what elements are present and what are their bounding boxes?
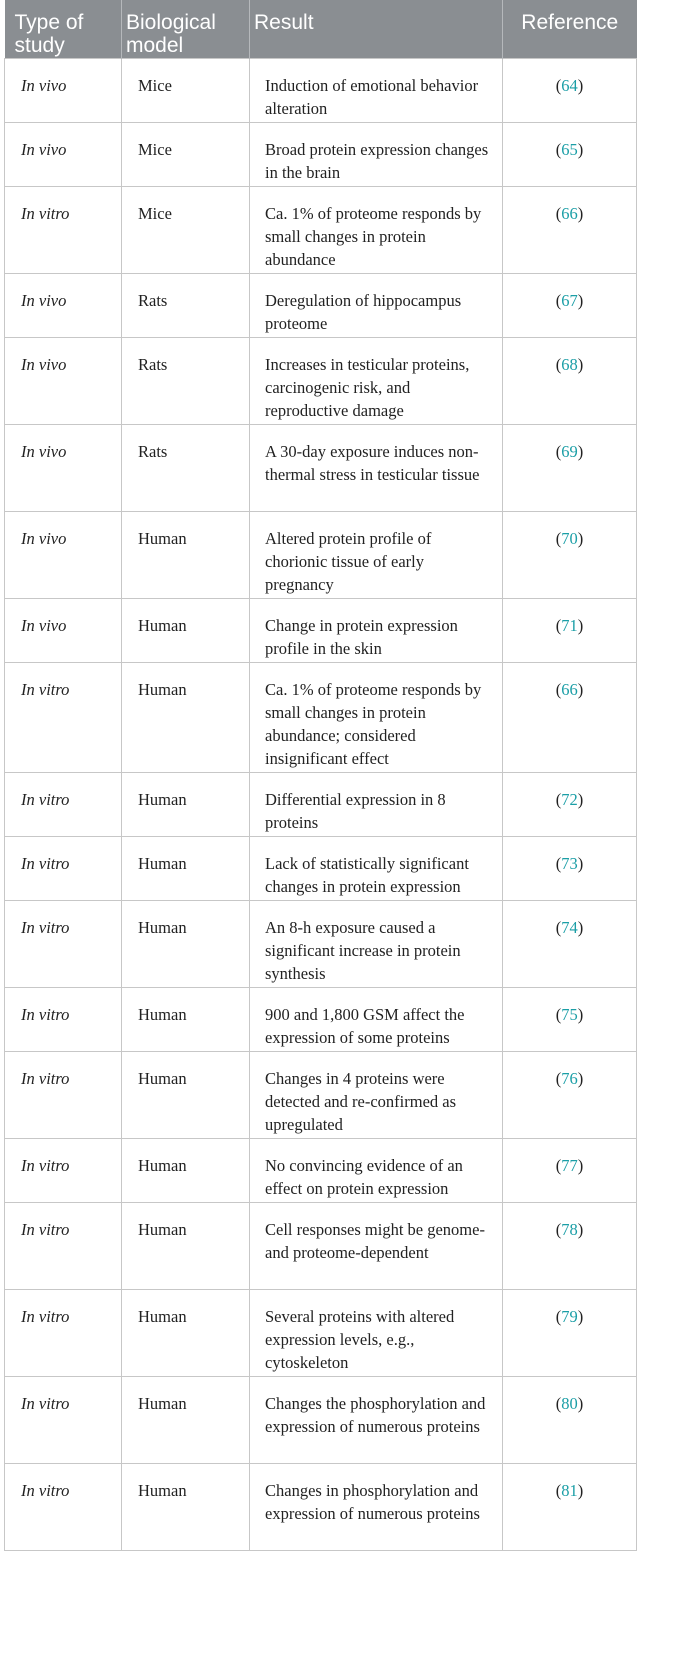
table-row bbox=[5, 273, 637, 337]
cell-type-of-study: In vitro bbox=[5, 836, 122, 900]
table-row bbox=[5, 598, 637, 662]
cell-result: Several proteins with altered expression levels, e.g., cytoskeleton bbox=[250, 1289, 503, 1376]
reference-link[interactable]: 76 bbox=[561, 1068, 578, 1088]
reference-link[interactable]: 75 bbox=[561, 1004, 578, 1024]
cell-result: A 30-day exposure induces non-thermal stress in testicular tissue bbox=[250, 424, 503, 511]
cell-biological-model: Human bbox=[122, 900, 250, 987]
table-row bbox=[5, 424, 637, 511]
cell-biological-model: Human bbox=[122, 662, 250, 772]
table-row bbox=[5, 1376, 637, 1463]
cell-type-of-study: In vivo bbox=[5, 511, 122, 598]
cell-reference: (64) bbox=[503, 58, 637, 122]
cell-type-of-study: In vivo bbox=[5, 598, 122, 662]
cell-reference: (81) bbox=[503, 1463, 637, 1550]
cell-result: Lack of statistically significant changes in protein expression bbox=[250, 836, 503, 900]
reference-link[interactable]: 72 bbox=[561, 789, 578, 809]
cell-biological-model: Human bbox=[122, 1376, 250, 1463]
cell-type-of-study: In vitro bbox=[5, 1463, 122, 1550]
header-row bbox=[5, 0, 637, 58]
table-row bbox=[5, 58, 637, 122]
cell-result: Change in protein expression profile in the skin bbox=[250, 598, 503, 662]
cell-type-of-study: In vitro bbox=[5, 1138, 122, 1202]
cell-result: Changes the phosphorylation and expression of numerous proteins bbox=[250, 1376, 503, 1463]
cell-result: Cell responses might be genome- and proteome-dependent bbox=[250, 1202, 503, 1289]
cell-result: Altered protein profile of chorionic tissue of early pregnancy bbox=[250, 511, 503, 598]
cell-type-of-study: In vitro bbox=[5, 900, 122, 987]
cell-biological-model: Rats bbox=[122, 273, 250, 337]
cell-reference: (74) bbox=[503, 900, 637, 987]
cell-reference: (72) bbox=[503, 772, 637, 836]
cell-reference: (73) bbox=[503, 836, 637, 900]
cell-result: Broad protein expression changes in the brain bbox=[250, 122, 503, 186]
reference-link[interactable]: 67 bbox=[561, 290, 578, 310]
reference-link[interactable]: 70 bbox=[561, 528, 578, 548]
cell-reference: (69) bbox=[503, 424, 637, 511]
table-row bbox=[5, 511, 637, 598]
header-type-of-study: Type of study bbox=[5, 0, 122, 58]
cell-biological-model: Human bbox=[122, 1202, 250, 1289]
reference-link[interactable]: 79 bbox=[561, 1306, 578, 1326]
table-row bbox=[5, 662, 637, 772]
cell-result: No convincing evidence of an effect on protein expression bbox=[250, 1138, 503, 1202]
reference-link[interactable]: 80 bbox=[561, 1393, 578, 1413]
reference-link[interactable]: 66 bbox=[561, 679, 578, 699]
cell-reference: (65) bbox=[503, 122, 637, 186]
cell-type-of-study: In vivo bbox=[5, 122, 122, 186]
reference-link[interactable]: 74 bbox=[561, 917, 578, 937]
cell-biological-model: Human bbox=[122, 598, 250, 662]
table-row bbox=[5, 1202, 637, 1289]
cell-reference: (76) bbox=[503, 1051, 637, 1138]
table-row bbox=[5, 987, 637, 1051]
table-row bbox=[5, 337, 637, 424]
cell-biological-model: Rats bbox=[122, 337, 250, 424]
reference-link[interactable]: 69 bbox=[561, 441, 578, 461]
cell-biological-model: Mice bbox=[122, 186, 250, 273]
cell-biological-model: Human bbox=[122, 1051, 250, 1138]
reference-link[interactable]: 71 bbox=[561, 615, 578, 635]
cell-type-of-study: In vivo bbox=[5, 273, 122, 337]
cell-reference: (66) bbox=[503, 186, 637, 273]
cell-type-of-study: In vitro bbox=[5, 662, 122, 772]
cell-reference: (79) bbox=[503, 1289, 637, 1376]
cell-result: Induction of emotional behavior alteration bbox=[250, 58, 503, 122]
cell-reference: (67) bbox=[503, 273, 637, 337]
cell-result: An 8-h exposure caused a significant increase in protein synthesis bbox=[250, 900, 503, 987]
cell-type-of-study: In vitro bbox=[5, 1376, 122, 1463]
table-row bbox=[5, 1463, 637, 1550]
cell-type-of-study: In vivo bbox=[5, 58, 122, 122]
cell-biological-model: Human bbox=[122, 836, 250, 900]
cell-biological-model: Human bbox=[122, 987, 250, 1051]
table-row bbox=[5, 1138, 637, 1202]
reference-link[interactable]: 68 bbox=[561, 354, 578, 374]
cell-reference: (71) bbox=[503, 598, 637, 662]
table-row bbox=[5, 1051, 637, 1138]
cell-biological-model: Mice bbox=[122, 58, 250, 122]
cell-result: Changes in 4 proteins were detected and re-confirmed as upregulated bbox=[250, 1051, 503, 1138]
header-result: Result bbox=[250, 0, 503, 58]
table-body bbox=[5, 58, 637, 1550]
reference-link[interactable]: 64 bbox=[561, 75, 578, 95]
cell-result: 900 and 1,800 GSM affect the expression of some proteins bbox=[250, 987, 503, 1051]
cell-result: Differential expression in 8 proteins bbox=[250, 772, 503, 836]
reference-link[interactable]: 73 bbox=[561, 853, 578, 873]
cell-type-of-study: In vitro bbox=[5, 1289, 122, 1376]
reference-link[interactable]: 66 bbox=[561, 203, 578, 223]
cell-biological-model: Human bbox=[122, 772, 250, 836]
reference-link[interactable]: 78 bbox=[561, 1219, 578, 1239]
cell-result: Changes in phosphorylation and expression of numerous proteins bbox=[250, 1463, 503, 1550]
cell-type-of-study: In vitro bbox=[5, 1202, 122, 1289]
cell-reference: (75) bbox=[503, 987, 637, 1051]
cell-biological-model: Mice bbox=[122, 122, 250, 186]
table-row bbox=[5, 836, 637, 900]
table-row bbox=[5, 122, 637, 186]
table-row bbox=[5, 1289, 637, 1376]
reference-link[interactable]: 65 bbox=[561, 139, 578, 159]
cell-type-of-study: In vitro bbox=[5, 987, 122, 1051]
reference-link[interactable]: 77 bbox=[561, 1155, 578, 1175]
cell-type-of-study: In vitro bbox=[5, 186, 122, 273]
cell-result: Increases in testicular proteins, carcinogenic risk, and reproductive damage bbox=[250, 337, 503, 424]
cell-reference: (78) bbox=[503, 1202, 637, 1289]
cell-reference: (70) bbox=[503, 511, 637, 598]
cell-biological-model: Rats bbox=[122, 424, 250, 511]
cell-reference: (80) bbox=[503, 1376, 637, 1463]
cell-biological-model: Human bbox=[122, 1138, 250, 1202]
cell-biological-model: Human bbox=[122, 1289, 250, 1376]
cell-reference: (66) bbox=[503, 662, 637, 772]
cell-biological-model: Human bbox=[122, 511, 250, 598]
table-row bbox=[5, 900, 637, 987]
cell-reference: (68) bbox=[503, 337, 637, 424]
proteomics-studies-table bbox=[4, 0, 637, 1551]
cell-type-of-study: In vivo bbox=[5, 337, 122, 424]
cell-result: Deregulation of hippocampus proteome bbox=[250, 273, 503, 337]
cell-type-of-study: In vitro bbox=[5, 1051, 122, 1138]
table-header bbox=[5, 0, 637, 58]
cell-type-of-study: In vitro bbox=[5, 772, 122, 836]
table-row bbox=[5, 186, 637, 273]
cell-result: Ca. 1% of proteome responds by small changes in protein abundance; considered insignificant effect bbox=[250, 662, 503, 772]
cell-reference: (77) bbox=[503, 1138, 637, 1202]
reference-link[interactable]: 81 bbox=[561, 1480, 578, 1500]
cell-type-of-study: In vivo bbox=[5, 424, 122, 511]
header-biological-model: Biological model bbox=[122, 0, 250, 58]
cell-result: Ca. 1% of proteome responds by small changes in protein abundance bbox=[250, 186, 503, 273]
table-row bbox=[5, 772, 637, 836]
header-reference: Reference bbox=[503, 0, 637, 58]
cell-biological-model: Human bbox=[122, 1463, 250, 1550]
